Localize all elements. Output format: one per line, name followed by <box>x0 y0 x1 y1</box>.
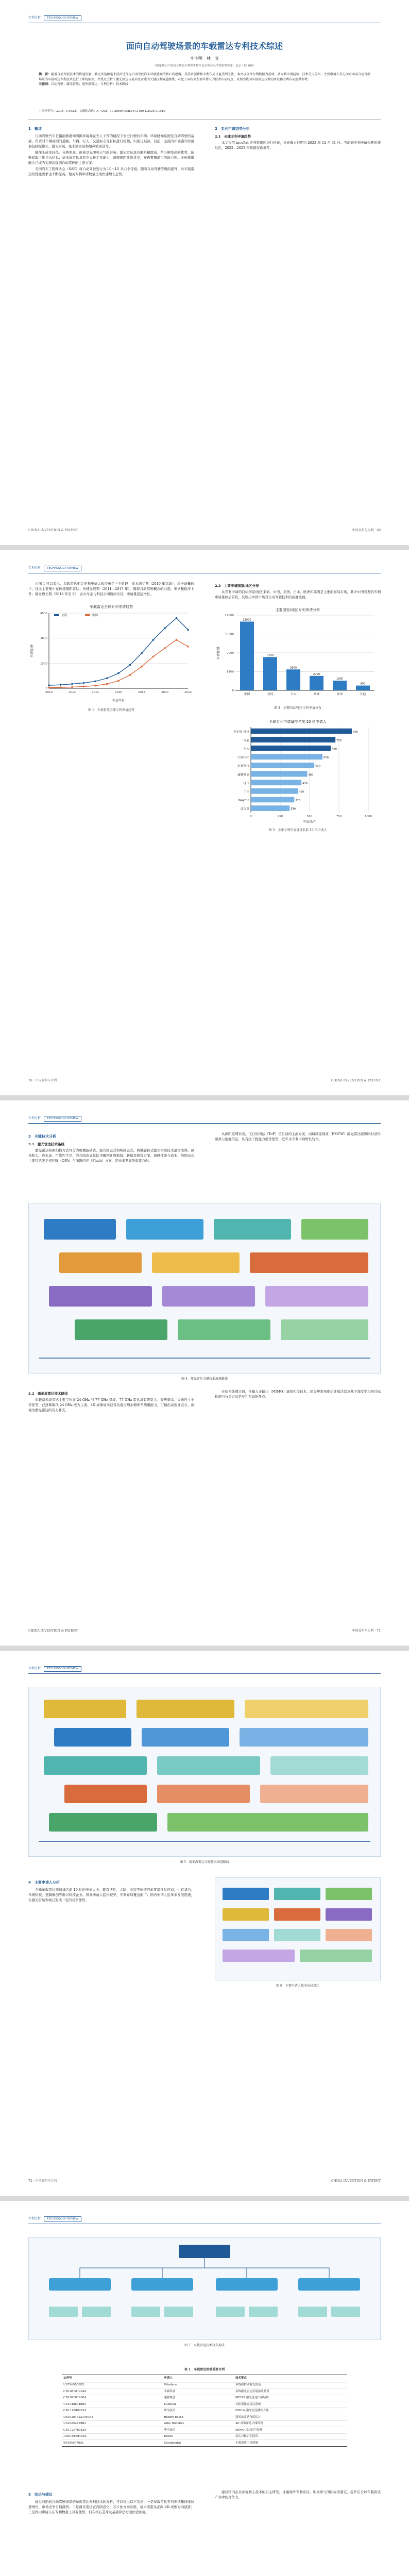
data-label: 2700 <box>313 673 320 676</box>
section-heading: 1 概述 <box>28 127 42 131</box>
y-tick-label: 法雷奥 <box>240 807 249 811</box>
data-label: 610 <box>323 756 329 759</box>
x-tick-label: 美国 <box>267 693 274 697</box>
table-1: 表 1 车载雷达领域重要专利 公开号 申请人 技术要点 US7969558B2 Velodyne 多线旋转式激光雷达 CN108061904A 禾赛科技 多线激光雷达发射接收装置 CN109581408A 速腾聚创 MEMS 激光雷达扫描结构 US10408940B2 Luminar 长距离激光雷达系统 CN111289983A 华为技术 FMCW 激光雷达测距方法 DE102016221049A1 Robert Bosch 毫米波雷达角度估计 US10852419B2 Arbe Robotics 4D 成像雷达天线阵列 CN112578342A 华为技术 MIMO 雷达信号处理 JP2019168449A Denso 雷达目标识别装置 EP3546976A1 Continental 车载雷达干扰抑制 <box>62 2366 347 2447</box>
y-tick-label: 电装 <box>243 739 249 742</box>
data-point <box>152 656 155 658</box>
x-tick-label: 韩国 <box>336 693 343 697</box>
table-row: CN108061904A 禾赛科技 多线激光雷达发射接收装置 <box>62 2388 347 2395</box>
y-axis-label: 申请量/件 <box>217 646 220 660</box>
bar <box>251 771 307 777</box>
y-tick-label: 罗伯特·博世 <box>233 730 249 734</box>
bar <box>251 745 331 751</box>
table-row: JP2019168449A Denso 雷达目标识别装置 <box>62 2433 347 2440</box>
data-point <box>152 639 155 641</box>
figure-5 <box>28 1687 381 1867</box>
table-row: CN112578342A 华为技术 MIMO 雷达信号处理 <box>62 2427 347 2434</box>
data-point <box>60 684 62 686</box>
y-tick-label: 0 <box>45 687 47 691</box>
chart-country <box>215 605 381 703</box>
table-row: US10852419B2 Arbe Robotics 4D 成像雷达天线阵列 <box>62 2420 347 2427</box>
data-point <box>187 629 189 631</box>
figure-4 <box>28 1204 381 1384</box>
x-tick-label: 其他 <box>360 693 366 697</box>
authors: 李小明 林 宣 <box>190 56 219 61</box>
figure-caption: 图 4 激光雷达关键技术演进路线 <box>181 1377 228 1381</box>
y-tick-label: 10500 <box>225 633 234 636</box>
legend-label: 全球 <box>61 614 67 618</box>
patent-table: 公开号 申请人 技术要点 US7969558B2 Velodyne 多线旋转式激光雷达 CN108061904A 禾赛科技 多线激光雷达发射接收装置 CN109581408A 速腾聚创 MEMS 激光雷达扫描结构 US10408940B2 Luminar 长距离激光雷达系统 CN111289983A 华为技术 FMCW 激光雷达测距方法 DE102016221049A1 Robert Bosch 毫米波雷达角度估计 US10852419B2 Arbe Robotics 4D 成像雷达天线阵列 CN112578342A 华为技术 MIMO 雷达信号处理 JP2019168449A Denso 雷达目标识别装置 EP3546976A1 Continental 车载雷达干扰抑制 <box>62 2375 347 2447</box>
roadmap-row <box>49 1286 368 1307</box>
data-point <box>83 682 85 684</box>
bar <box>286 670 300 691</box>
x-tick-label: 1000 <box>365 815 372 818</box>
x-axis-label: 申请量/件 <box>302 820 317 824</box>
data-label: 900 <box>360 682 366 686</box>
data-point <box>48 685 50 687</box>
figure-7 <box>28 2237 381 2350</box>
page-3: 专利分析 TECHNOLOGY REVIEW 3 关键技术分析 3.1 激光雷达技术路线 激光雷达按照扫描方式可分为机械旋转式、混合固态式和纯固态式。机械旋转式激光雷达技术最为成熟，但体积大、成本高、可靠性不足；混合固态式包括 MEMS 微振镜、转镜及棱镜方案，兼顾性能与成本；纯固态式主要包括光学相控阵（OPA）与面阵闪光（Flash）方案，是未来发展的重要方向。 从测距原理来看，飞行时间法（ToF）是目前的主流方案，而调频连续波（FMCW）激光雷达能够同时获得距离与速度信息，具有抗干扰能力强等优势，近年来专利申请增长较快。 图 4 激光雷达关键技术演进路线 3.2 毫米波雷达技术路线 车载毫米波雷达主要工作在 24 GHz 与 77 GHz 频段。77 GHz 雷达具有带宽大、分辨率高、天线尺寸小等优势，已逐渐取代 24 GHz 成为主流。4D 成像毫米波雷达通过增加俯仰角测量能力，可输出高密度点云，被视为激光雷达的有力补充。 在信号处理方面，多输入多输出（MIMO）虚拟孔径技术、超分辨率角度估计算法以及基于深度学习的目标检测与分类方法是专利布局的热点。 CHINA INVENTION & PATENT 中国发明与专利 · 71 <box>0 1100 409 1646</box>
x-tick-label: 750 <box>336 815 342 818</box>
data-point <box>71 686 73 688</box>
bar <box>251 762 314 768</box>
data-point <box>164 648 166 650</box>
y-tick-label: 华为 <box>243 748 249 751</box>
column-right: 2 专利申请态势分析 2.1 全球专利申请趋势 本文采用 incoPat 专利数据库进行检索，检索截止日期为 2023 年 12 月 31 日。考虑到专利申请公开的滞后性，2022—2023 年数据仅供参考。 <box>215 127 381 150</box>
figure-caption: 图 5 毫米波雷达关键技术演进路线 <box>180 1860 229 1865</box>
figure-caption: 图 1 车载雷达全球专利申请趋势 <box>88 708 134 713</box>
bar <box>240 622 254 690</box>
y-tick-label: 大陆集团 <box>237 756 249 759</box>
x-tick-label: 2014 <box>92 691 99 694</box>
data-point <box>117 680 120 682</box>
bar <box>356 686 370 690</box>
data-point <box>187 646 189 648</box>
affiliation: （国家知识产权局专利局专利审查协作北京中心电学发明审查部，北京 100160） <box>153 64 256 67</box>
chart-title: 车载雷达全球专利申请趋势 <box>90 605 133 609</box>
page-5: 专利分析 TECHNOLOGY REVIEW 图 7 车载雷达技术分支构成 表 1 车载雷达领域重要专利 公开号 申请人 技术要点 US7969558B2 Velodyne 多线旋转式激光雷达 CN108061904A 禾赛科技 多线激光雷达发射接收装置 CN109581408A 速腾聚创 MEMS 激光雷达扫描结构 US10408940B2 Luminar 长距离激光雷达系统 CN111289983A 华为技术 FMCW 激光雷达测距方法 DE102016221049A1 Robert Bosch 毫米波雷达角度估计 US10852419B2 Arbe Robotics 4D 成像雷达天线阵列 CN112578342A 华为技术 MIMO 雷达信号处理 JP2019168449A Denso 雷达目标识别装置 EP3546976A1 Continental 车载雷达干扰抑制 5 结论与建议 通过对面向自动驾驶场景的车载雷达专利技术的分析，可以得出以下结论：一是车载雷达专利申请量持续快速增长，市场竞争日趋激烈；二是激光雷达正向固态化、芯片化方向发展，毫米波雷达正向 4D 成像方向演进；三是国内申请人在专利数量上具有优势，但在核心芯片及基础算法方面仍需加强。 建议国内企业加强核心技术的自主研发，注重海外专利布局，积极参与国际标准制定，提升在全球车载雷达产业中的竞争力。 <box>0 2201 409 2576</box>
x-tick-label: 250 <box>277 815 283 818</box>
page-4: 专利分析 TECHNOLOGY REVIEW 图 5 毫米波雷达关键技术演进路线 4 主要申请人分析 全球车载雷达领域排名前 10 位的申请人中，既有博世、大陆、电装等传统汽车零部件供应商，也有华为、禾赛科技、速腾聚创等新兴科技企业。国外申请人起步较早，专利布局覆盖面广；国内申请人近年来发展迅速，在激光雷达领域已形成一定的竞争优势。 图 6 主要申请人技术布局对比 72 · 中国发明与专利 CHINA INVENTION & PATENT <box>0 1651 409 2196</box>
x-tick-label: 500 <box>306 815 313 818</box>
data-point <box>60 687 62 689</box>
roadmap-row <box>75 1319 368 1340</box>
table-row: CN111289983A 华为技术 FMCW 激光雷达测距方法 <box>62 2408 347 2414</box>
data-point <box>129 664 131 666</box>
lidar-roadmap <box>28 1204 381 1374</box>
applicant-layout-figure <box>215 1877 381 1980</box>
x-tick-label: 2010 <box>45 691 53 694</box>
bar <box>251 737 335 742</box>
x-tick-label: 中国 <box>244 693 250 697</box>
mmwave-roadmap <box>28 1687 381 1857</box>
data-point <box>94 685 96 687</box>
bar <box>251 796 294 802</box>
data-point <box>94 681 96 683</box>
figure-caption: 图 3 全球专利申请量排名前 10 位申请人 <box>268 828 327 832</box>
chart-title: 全球专利申请量排名前 10 位申请人 <box>269 719 327 724</box>
bar <box>251 805 289 811</box>
running-header: 专利分析 TECHNOLOGY REVIEW <box>28 15 81 21</box>
chart-title: 主要国家/地区专利申请分布 <box>275 608 320 613</box>
legend-swatch <box>85 614 90 616</box>
data-label: 860 <box>353 730 358 734</box>
bar <box>251 728 352 734</box>
y-tick-label: 丰田 <box>243 790 249 794</box>
x-tick-label: 欧洲 <box>313 693 320 697</box>
y-tick-label: 14000 <box>225 614 234 618</box>
x-axis-label: 申请年份 <box>112 699 125 703</box>
y-tick-label: Waymo <box>238 799 249 802</box>
x-tick-label: 0 <box>250 815 252 818</box>
bar <box>333 681 347 690</box>
page-2: 专利分析 TECHNOLOGY REVIEW 由图 1 可以看出，车载雷达相关专利申请大致经历了三个阶段：技术萌芽期（2010 年以前），年申请量较少，技术主要集中在传统测距雷达；快速发展期（2011—2017 年），随着自动驾驶概念的兴起，申请量稳步上升；爆发增长期（2018 年至今），各大车企与科技公司纷纷布局，申请量迅猛增长。 车载雷达全球专利申请趋势 0 1500 3000 4500 2010 2012 2014 2016 2018 2020 2022 申请年份 申请量/件 全球 中国 图 1 车载雷达全球专利申请趋势 2.2 主要申请国家/地区分布 从专利申请的目标国家/地区来看，中国、美国、日本、欧洲和韩国是主要的布局市场，其中中国受理的专利申请量位居首位，反映出中国市场对自动驾驶技术的高度重视。 主要国家/地区专利申请分布 0 3500 7000 10500 14000 申请量/件 12800 中国 6200 美国 3900 日本 2700 欧洲 1800 韩国 900 其他 图 2 主要国家/地区专利申请分布 全球专利申请量排名前 10 位申请人 0 250 500 750 1000 申请量/件 860 罗伯特·博世 720 电装 680 华为 610 大陆集团 540 禾赛科技 480 速腾聚创 430 现代 400 丰田 370 Waymo 330 法雷奥 图 3 全球专利申请量排名前 10 位申请人 70 · 中国发明与专利 CHINA INVENTION & PATENT <box>0 550 409 1095</box>
chart-trend <box>28 602 194 705</box>
data-point <box>176 617 178 619</box>
column-left: 由图 1 可以看出，车载雷达相关专利申请大致经历了三个阶段：技术萌芽期（2010 年以前），年申请量较少，技术主要集中在传统测距雷达；快速发展期（2011—2017 年），随着自动驾驶概念的兴起，申请量稳步上升；爆发增长期（2018 年至今），各大车企与科技公司纷纷布局，申请量迅猛增长。 车载雷达全球专利申请趋势 0 1500 3000 4500 2010 2012 2014 2016 2018 2020 2022 申请年份 申请量/件 全球 中国 图 1 车载雷达全球专利申请趋势 <box>28 582 194 713</box>
x-tick-label: 2018 <box>138 691 145 694</box>
series-line-0 <box>49 618 188 686</box>
bar <box>251 788 298 794</box>
paper-title: 面向自动驾驶场景的车载雷达专利技术综述 <box>126 41 283 51</box>
data-point <box>141 652 143 654</box>
y-tick-label: 3500 <box>227 670 234 674</box>
figure-caption: 图 2 主要国家/地区专利申请分布 <box>274 706 321 710</box>
y-tick-label: 3000 <box>40 637 47 640</box>
column-right: 2.2 主要申请国家/地区分布 从专利申请的目标国家/地区来看，中国、美国、日本、欧洲和韩国是主要的布局市场，其中中国受理的专利申请量位居首位，反映出中国市场对自动驾驶技术的高度重视。 主要国家/地区专利申请分布 0 3500 7000 10500 14000 申请量/件 12800 中国 6200 美国 3900 日本 2700 欧洲 1800 韩国 900 其他 图 2 主要国家/地区专利申请分布 全球专利申请量排名前 10 位申请人 0 250 500 750 1000 申请量/件 860 罗伯特·博世 720 电装 680 华为 610 大陆集团 540 禾赛科技 480 速腾聚创 430 现代 400 丰田 370 Waymo 330 法雷奥 图 3 全球专利申请量排名前 10 位申请人 <box>215 584 381 832</box>
legend-label: 中国 <box>92 614 98 618</box>
data-label: 370 <box>295 799 301 802</box>
data-point <box>141 666 143 668</box>
abstract: 摘 要：随着自动驾驶技术的快速发展，激光雷达和毫米波雷达作为自动驾驶汽车环境感知的核心传感器，其技术创新和专利布局日益受到关注。本文以全球专利数据为基础，从专利申请趋势、技术分支分布、主要申请人等方面对面向自动驾驶场景的车载雷达专利技术进行了系统梳理，并重点分析了激光雷达与毫米波雷达的关键技术演进路线，对比了国内外主要申请人的技术布局特点，以期为我国车载雷达技术的研发和专利布局提供参考。 关键词：自动驾驶；激光雷达；毫米波雷达；专利分析；技术路线 <box>39 73 370 87</box>
bar <box>251 779 301 785</box>
x-tick-label: 2012 <box>69 691 76 694</box>
table-row: US7969558B2 Velodyne 多线旋转式激光雷达 <box>62 2382 347 2388</box>
data-label: 3900 <box>289 666 297 670</box>
data-point <box>176 639 178 641</box>
data-label: 12800 <box>243 618 251 622</box>
table-row: CN109581408A 速腾聚创 MEMS 激光雷达扫描结构 <box>62 2395 347 2401</box>
branch-figure <box>28 2237 381 2340</box>
table-row: US10408940B2 Luminar 长距离激光雷达系统 <box>62 2401 347 2408</box>
table-row: DE102016221049A1 Robert Bosch 毫米波雷达角度估计 <box>62 2414 347 2421</box>
data-label: 330 <box>291 807 296 811</box>
data-label: 720 <box>336 739 342 742</box>
page-1: 专利分析 TECHNOLOGY REVIEW 面向自动驾驶场景的车载雷达专利技术综述 李小明 林 宣 （国家知识产权局专利局专利审查协作北京中心电学发明审查部，北京 100160） 摘 要：随着自动驾驶技术的快速发展，激光雷达和毫米波雷达作为自动驾驶汽车环境感知的核心传感器，其技术创新和专利布局日益受到关注。本文以全球专利数据为基础，从专利申请趋势、技术分支分布、主要申请人等方面对面向自动驾驶场景的车载雷达专利技术进行了系统梳理，并重点分析了激光雷达与毫米波雷达的关键技术演进路线，对比了国内外主要申请人的技术布局特点，以期为我国车载雷达技术的研发和专利布局提供参考。 关键词：自动驾驶；激光雷达；毫米波雷达；专利分析；技术路线 中图分类号：G306；U463.6 文献标志码：A DOI：10.3969/j.issn.1672-6081.2024.01.010 1 概述 自动驾驶汽车是指能够感知周围环境并在无人干预的情况下安全行驶的车辆。环境感知系统是自动驾驶的基础，负责对车辆周围的道路、车辆、行人、交通标志等目标进行检测、识别与跟踪。目前，主流的环境感知传感器包括摄像头、激光雷达、毫米波雷达和超声波雷达等。 摄像头成本较低、分辨率高，但易受光照和天气的影响；激光雷达具有测距精度高、角分辨率高的优势，能够获取三维点云信息；毫米波雷达具有全天候工作能力，测速测距性能优良，穿透雾霾烟尘的能力强。多传感器融合已成为实现高级别自动驾驶的主流方案。 美国汽车工程师协会（SAE）将自动驾驶划分为 L0～L5 共六个等级。随着自动驾驶等级的提升，对车载雷达的性能要求也不断提高，相关专利申请数量呈现快速增长态势。 2 专利申请态势分析 2.1 全球专利申请趋势 本文采用 incoPat 专利数据库进行检索，检索截止日期为 2023 年 12 月 31 日。考虑到专利申请公开的滞后性，2022—2023 年数据仅供参考。 CHINA INVENTION & PATENT 中国发明与专利 · 69 <box>0 0 409 545</box>
y-axis-label: 申请量/件 <box>30 644 34 658</box>
data-point <box>129 674 131 676</box>
data-point <box>164 628 166 630</box>
y-tick-label: 禾赛科技 <box>237 765 249 768</box>
data-point <box>106 677 108 680</box>
column-left: 1 概述 自动驾驶汽车是指能够感知周围环境并在无人干预的情况下安全行驶的车辆。环境感知系统是自动驾驶的基础，负责对车辆周围的道路、车辆、行人、交通标志等目标进行检测、识别与跟踪。目前，主流的环境感知传感器包括摄像头、激光雷达、毫米波雷达和超声波雷达等。 摄像头成本较低、分辨率高，但易受光照和天气的影响；激光雷达具有测距精度高、角分辨率高的优势，能够获取三维点云信息；毫米波雷达具有全天候工作能力，测速测距性能优良，穿透雾霾烟尘的能力强。多传感器融合已成为实现高级别自动驾驶的主流方案。 美国汽车工程师协会（SAE）将自动驾驶划分为 L0～L5 共六个等级。随着自动驾驶等级的提升，对车载雷达的性能要求也不断提高，相关专利申请数量呈现快速增长态势。 <box>28 127 194 177</box>
bar <box>251 754 322 759</box>
section-heading: 2 专利申请态势分析 <box>215 127 250 131</box>
data-point <box>71 683 73 685</box>
table-row: EP3546976A1 Continental 车载雷达干扰抑制 <box>62 2440 347 2447</box>
legend-swatch <box>54 614 59 616</box>
x-tick-label: 2022 <box>184 691 192 694</box>
x-tick-label: 2016 <box>115 691 122 694</box>
data-point <box>45 687 50 691</box>
y-tick-label: 现代 <box>243 782 249 785</box>
y-tick-label: 4500 <box>40 612 47 616</box>
bar <box>263 657 277 691</box>
data-label: 6200 <box>266 654 274 657</box>
figure-caption: 图 6 主要申请人技术布局对比 <box>276 1984 319 1988</box>
chart-applicants <box>215 717 381 825</box>
data-label: 400 <box>299 790 304 794</box>
figure-caption: 图 7 车载雷达技术分支构成 <box>184 2344 225 2348</box>
x-tick-label: 2020 <box>161 691 168 694</box>
y-tick-label: 7000 <box>227 652 234 655</box>
classification: 中图分类号：G306；U463.6 文献标志码：A DOI：10.3969/j.issn.1672-6081.2024.01.010 <box>39 110 165 113</box>
data-label: 430 <box>302 782 308 785</box>
y-tick-label: 速腾聚创 <box>237 773 249 776</box>
data-label: 480 <box>308 773 314 776</box>
data-point <box>117 672 120 674</box>
x-tick-label: 日本 <box>290 693 297 697</box>
data-point <box>83 686 85 688</box>
roadmap-row <box>59 1252 368 1273</box>
y-tick-label: 1500 <box>40 662 47 666</box>
data-label: 680 <box>332 748 337 751</box>
bar <box>310 676 323 690</box>
y-tick-label: 0 <box>232 689 234 693</box>
data-label: 1800 <box>336 677 344 681</box>
data-point <box>106 683 108 685</box>
data-label: 540 <box>315 765 321 768</box>
